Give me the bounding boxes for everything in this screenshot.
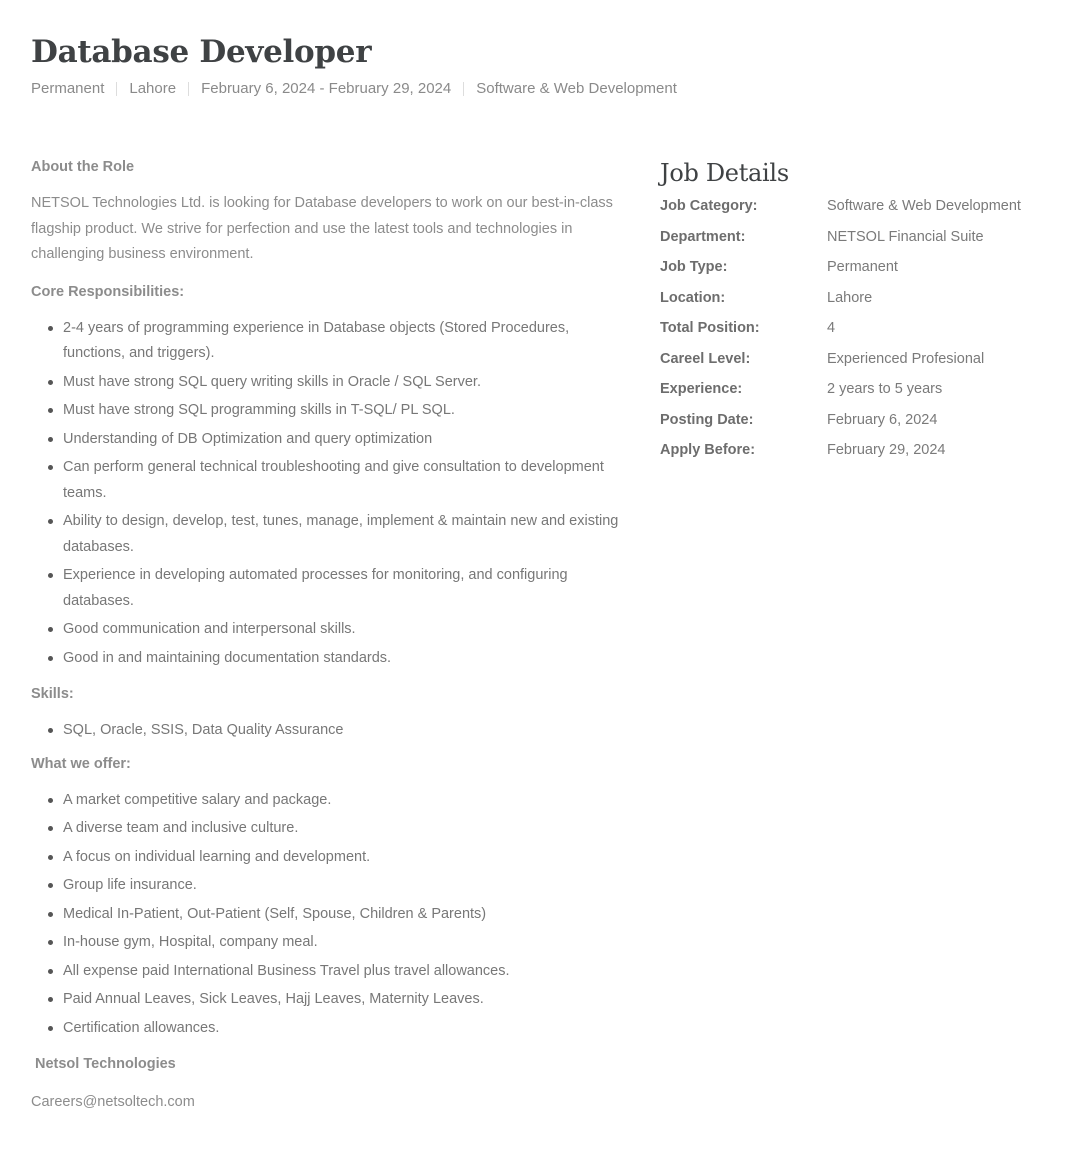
careers-email-link[interactable]: Careers@netsoltech.com: [31, 1094, 195, 1110]
detail-row-posting-date: [660, 409, 1080, 431]
detail-row-experience: [660, 378, 1080, 400]
meta-job-type: Permanent: [31, 80, 105, 97]
detail-label: Total Position:: [660, 320, 760, 336]
list-item: A diverse team and inclusive culture.: [63, 816, 631, 842]
list-item: Understanding of DB Optimization and query optimization: [63, 427, 631, 453]
offer-list: [31, 788, 631, 1042]
detail-value: Experienced Profesional: [827, 350, 985, 367]
meta-category: Software & Web Development: [476, 80, 677, 97]
list-item: Ability to design, develop, test, tunes, manage, implement & maintain new and existing databases.: [63, 509, 631, 560]
job-details-panel: [660, 156, 1080, 470]
list-item: SQL, Oracle, SSIS, Data Quality Assurance: [63, 718, 631, 744]
detail-row-total-position: [660, 317, 1080, 339]
job-posting-page: [31, 30, 1061, 1110]
meta-divider: [116, 82, 117, 96]
detail-label: Careel Level:: [660, 350, 751, 367]
list-item: Must have strong SQL query writing skills in Oracle / SQL Server.: [63, 370, 631, 396]
meta-divider: [463, 82, 464, 96]
list-item: In-house gym, Hospital, company meal.: [63, 930, 631, 956]
detail-value: Permanent: [827, 259, 898, 275]
detail-label: Experience:: [660, 381, 743, 397]
job-description: [31, 156, 631, 1113]
list-item: Experience in developing automated processes for monitoring, and configuring databases.: [63, 563, 631, 614]
detail-value: 4: [827, 320, 836, 336]
detail-value: February 29, 2024: [827, 442, 946, 458]
list-item: A focus on individual learning and development.: [63, 845, 631, 871]
list-item: Certification allowances.: [63, 1016, 631, 1042]
detail-label: Location:: [660, 289, 726, 306]
detail-label: Apply Before:: [660, 442, 756, 458]
skills-heading: Skills:: [31, 686, 74, 702]
detail-label: Department:: [660, 228, 746, 245]
detail-value: 2 years to 5 years: [827, 381, 943, 397]
meta-date-range: February 6, 2024 - February 29, 2024: [201, 80, 452, 97]
list-item: Medical In-Patient, Out-Patient (Self, Spouse, Children & Parents): [63, 902, 631, 928]
offer-heading: What we offer:: [31, 755, 131, 772]
detail-row-apply-before: [660, 439, 1080, 461]
detail-value: February 6, 2024: [827, 411, 938, 428]
list-item: 2-4 years of programming experience in Database objects (Stored Procedures, functions, and triggers).: [63, 316, 631, 367]
detail-label: Job Type:: [660, 259, 728, 275]
page-title: Database Developer: [31, 34, 372, 70]
detail-label: Job Category:: [660, 198, 758, 214]
about-heading: About the Role: [31, 159, 135, 175]
responsibilities-heading: Core Responsibilities:: [31, 283, 185, 300]
detail-value: Lahore: [827, 289, 873, 306]
detail-row-job-type: [660, 256, 1080, 278]
detail-row-category: [660, 195, 1080, 217]
meta-divider: [188, 82, 189, 96]
detail-row-location: [660, 287, 1080, 309]
list-item: Must have strong SQL programming skills in T-SQL/ PL SQL.: [63, 398, 631, 424]
list-item: Good communication and interpersonal skills.: [63, 617, 631, 643]
job-details-list: [660, 195, 1080, 461]
list-item: Group life insurance.: [63, 873, 631, 899]
list-item: Can perform general technical troubleshooting and give consultation to development teams.: [63, 455, 631, 506]
about-text: NETSOL Technologies Ltd. is looking for Database developers to work on our best-in-class flagship product. We strive for perfection and use the latest tools and technologies in challenging business environment.: [31, 195, 613, 262]
list-item: All expense paid International Business Travel plus travel allowances.: [63, 959, 631, 985]
responsibilities-list: [31, 316, 631, 672]
detail-row-department: [660, 226, 1080, 248]
company-name: Netsol Technologies: [35, 1056, 176, 1072]
detail-label: Posting Date:: [660, 411, 754, 428]
job-details-title: Job Details: [660, 159, 789, 187]
list-item: Good in and maintaining documentation standards.: [63, 646, 631, 672]
detail-value: Software & Web Development: [827, 198, 1021, 214]
job-meta-row: [31, 78, 1061, 100]
list-item: Paid Annual Leaves, Sick Leaves, Hajj Leaves, Maternity Leaves.: [63, 987, 631, 1013]
detail-value: NETSOL Financial Suite: [827, 228, 984, 245]
skills-list: [31, 718, 631, 744]
list-item: A market competitive salary and package.: [63, 788, 631, 814]
detail-row-career-level: [660, 348, 1080, 370]
meta-location: Lahore: [129, 80, 177, 97]
